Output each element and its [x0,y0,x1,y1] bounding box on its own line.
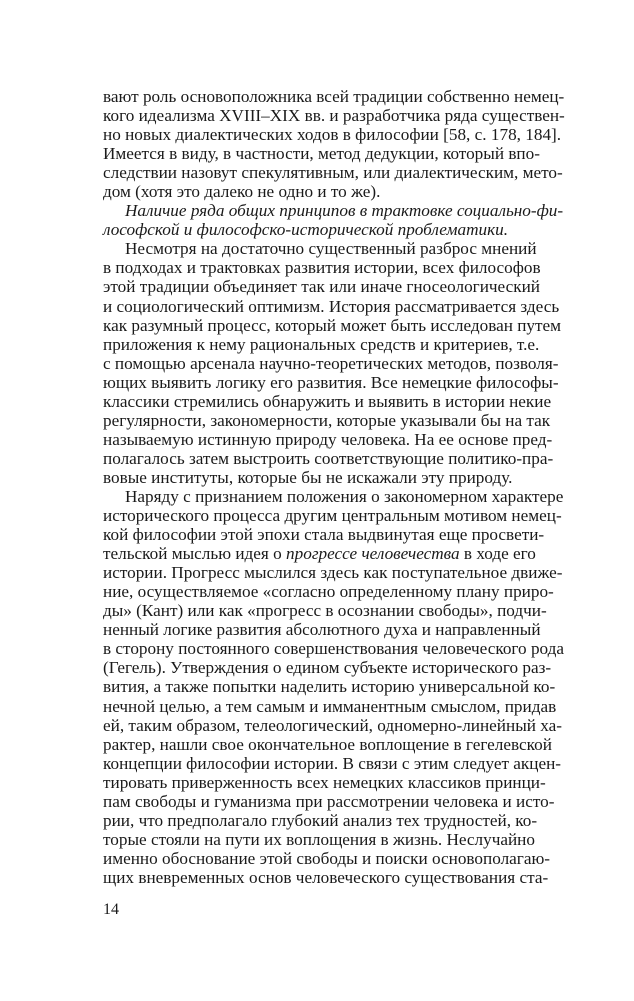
text-line: ей, таким образом, телеологический, одномерно-линейный ха- [103,715,562,735]
text-line: кого идеализма XVIII–XIX вв. и разработчика ряда существен- [103,106,565,126]
text-line: вают роль основоположника всей традиции собственно немец- [103,87,565,106]
text-line: Имеется в виду, в частности, метод дедукции, который впо- [103,144,540,164]
text-line: ды» (Кант) или как «прогресс в осознании свободы», подчи- [103,601,547,621]
text-line: рактер, нашли свое окончательное воплощение в гегелевской [103,734,552,754]
text-line: рии, что предполагало глубокий анализ тех трудностей, ко- [103,810,538,830]
text-line: регулярности, закономерности, которые указывали бы на так [103,410,551,430]
text-line [103,544,536,564]
text-line: вития, а также попытки наделить историю универсальной ко- [103,677,556,697]
text-line: но новых диалектических ходов в философии [58, с. 178, 184]. [103,125,562,145]
text-line: полагалось затем выстроить соответствующие политико-пра- [103,448,554,468]
text-line: в подходах и трактовках развития истории, всех философов [103,258,541,278]
text-line: истории. Прогресс мыслился здесь как поступательное движе- [103,563,563,583]
text-line: ющих выявить логику его развития. Все немецкие философы- [103,372,559,392]
text-line: с помощью арсенала научно-теоретических методов, позволя- [103,353,559,373]
text-line: этой традиции объединяет так или иначе гносеологический [103,277,540,297]
text-line: пам свободы и гуманизма при рассмотрении человека и исто- [103,791,555,811]
text-line: как разумный процесс, который может быть исследован путем [103,315,562,335]
text-line: называемую истинную природу человека. На ее основе пред- [103,429,553,449]
text-line: ненный логике развития абсолютного духа и направленный [103,620,541,640]
text-line: именно обоснование этой свободы и поиски основополагаю- [103,848,551,868]
text-line: (Гегель). Утверждения о едином субъекте исторического раз- [103,658,552,678]
text-span: в ходе его [459,544,536,564]
text-line: нечной целью, а тем самым и имманентным смыслом, придав [103,696,557,716]
text-line: тировать приверженность всех немецких классиков принци- [103,772,546,792]
text-line: вовые институты, которые бы не искажали эту природу. [103,467,513,487]
text-line: приложения к нему рациональных средств и критериев, т.е. [103,334,540,354]
text-line: торые стояли на пути их воплощения в жизнь. Неслучайно [103,829,535,849]
emphasis-text: прогрессе человечества [286,544,460,564]
page-number: 14 [103,901,119,918]
text-line: классики стремились обнаружить и выявить в истории некие [103,391,552,411]
text-span: тельской мыслью идея о [103,544,287,564]
text-line: лософской и философско-исторической проблематики. [103,220,509,240]
text-line: ние, осуществляемое «согласно определенному плану приро- [103,582,554,602]
text-line: и социологический оптимизм. История рассматривается здесь [103,296,560,316]
text-line: следствии назовут спекулятивным, или диалектическим, мето- [103,163,563,183]
text-line: Несмотря на достаточно существенный разброс мнений [125,239,537,259]
text-line: Наряду с признанием положения о закономерном характере [125,486,564,506]
text-line: Наличие ряда общих принципов в трактовке социально-фи- [125,201,564,221]
text-line: исторического процесса другим центральным мотивом немец- [103,506,562,526]
body-text [103,87,565,887]
text-line: концепции философии истории. В связи с этим следует акцен- [103,753,561,773]
text-line: в сторону постоянного совершенствования человеческого рода [103,639,565,659]
text-line: кой философии этой эпохи стала выдвинутая еще просвети- [103,525,545,545]
text-line: щих вневременных основ человеческого существования ста- [103,867,549,887]
text-line: дом (хотя это далеко не одно и то же). [103,182,381,202]
